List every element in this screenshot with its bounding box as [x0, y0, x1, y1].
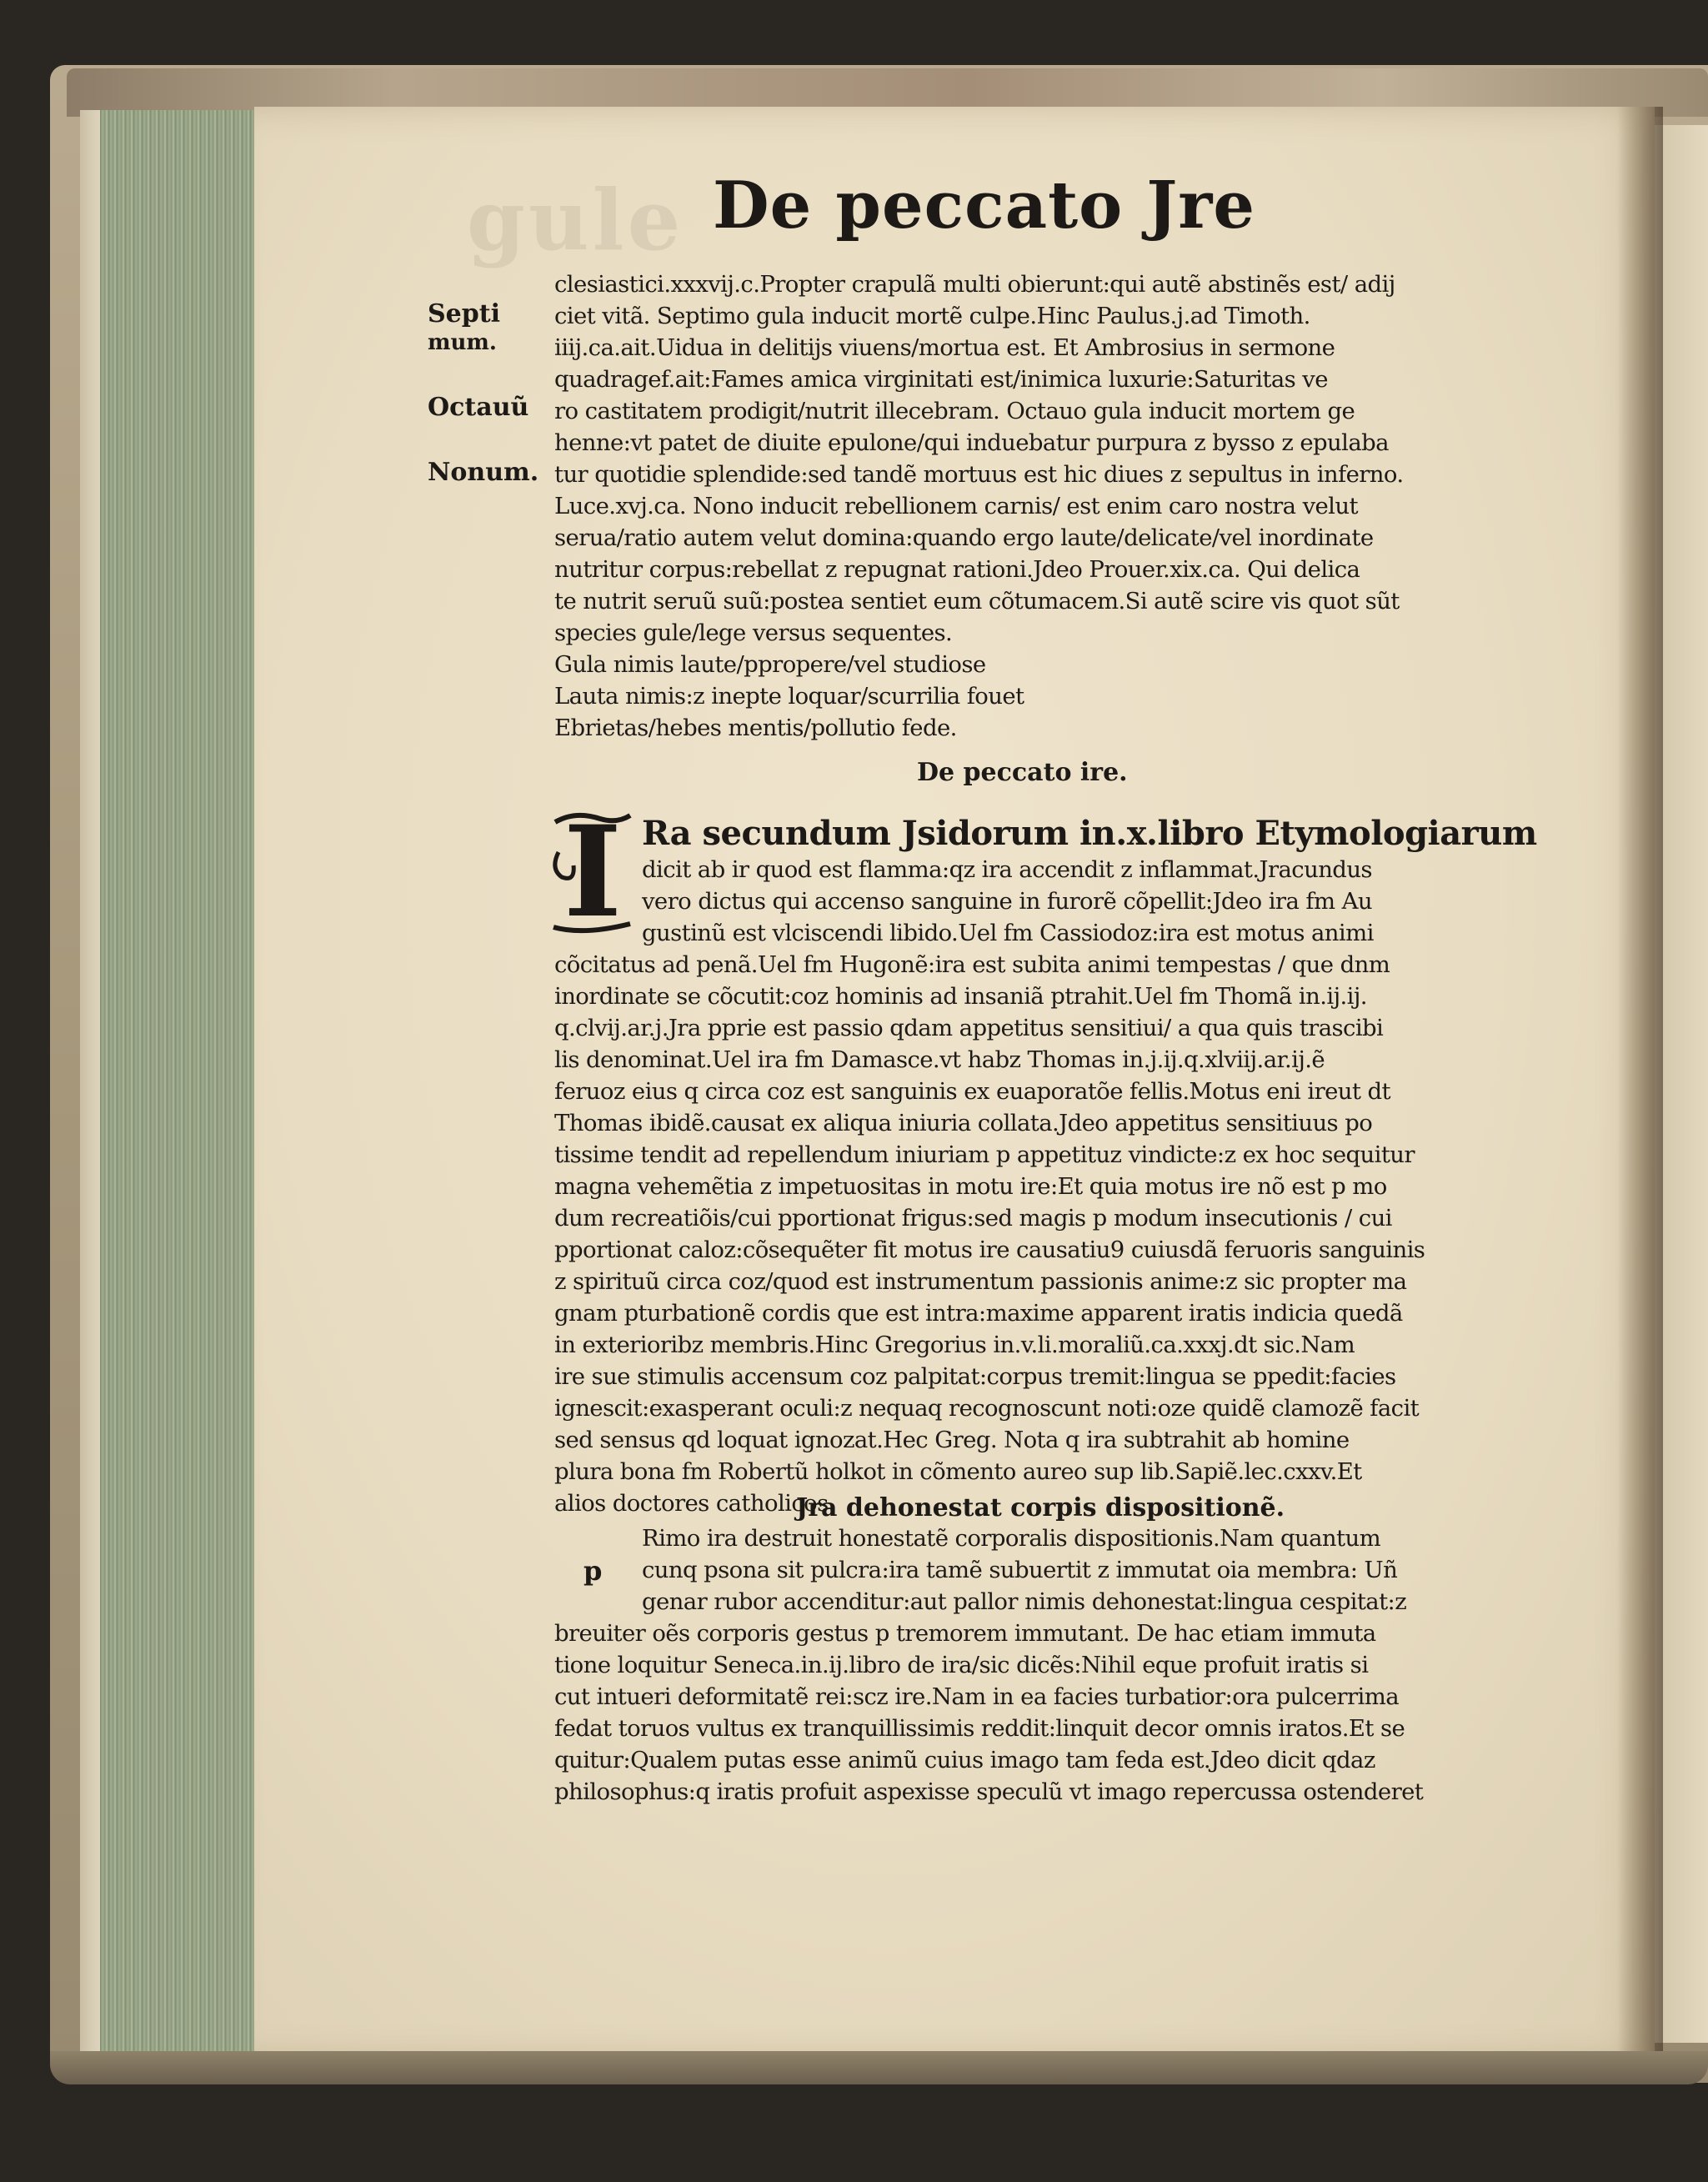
section-first-line: Ra secundum Jsidorum in.x.libro Etymologiarum: [642, 814, 1537, 853]
text-line: cunq psona sit pulcra:ira tamẽ subuertit z immutat oia membra: Uñ: [642, 1557, 1398, 1583]
section-heading-ire: De peccato ire.: [917, 758, 1128, 787]
lombard-initial-p: p: [584, 1555, 603, 1587]
text-line: Rimo ira destruit honestatẽ corporalis dispositionis.Nam quantum: [642, 1525, 1381, 1552]
bleed-through-heading: gule: [467, 171, 684, 269]
verse-line: Gula nimis laute/ppropere/vel studiose: [554, 651, 986, 678]
page-title: De peccato Jre: [713, 168, 1255, 243]
text-line: z spirituũ circa coz/quod est instrumentum passionis anime:z sic propter ma: [554, 1268, 1407, 1295]
text-line: ciet vitã. Septimo gula inducit mortẽ culpe.Hinc Paulus.j.ad Timoth.: [554, 303, 1310, 329]
text-line: dicit ab ir quod est flamma:qz ira accendit z inflammat.Jracundus: [642, 856, 1372, 883]
text-line: cõcitatus ad penã.Uel fm Hugonẽ:ira est subita animi tempestas / que dnm: [554, 951, 1390, 978]
text-line: alios doctores catholicos.: [554, 1490, 835, 1517]
verse-line: Lauta nimis:z inepte loquar/scurrilia fouet: [554, 683, 1024, 710]
text-line: vero dictus qui accenso sanguine in furorẽ cõpellit:Jdeo ira fm Au: [642, 888, 1372, 915]
text-line: ignescit:exasperant oculi:z nequaq recognoscunt noti:oze quidẽ clamozẽ facit: [554, 1395, 1420, 1422]
text-line: gustinũ est vlciscendi libido.Uel fm Cassiodoz:ira est motus animi: [642, 920, 1374, 946]
drop-cap: [550, 799, 635, 946]
margin-note-mum: mum.: [428, 330, 497, 355]
text-line: philosophus:q iratis profuit aspexisse speculũ vt imago repercussa ostenderet: [554, 1778, 1424, 1805]
text-line: magna vehemẽtia z impetuositas in motu ire:Et quia motus ire nõ est p mo: [554, 1173, 1387, 1200]
text-line: ire sue stimulis accensum coz palpitat:corpus tremit:lingua se ppedit:facies: [554, 1363, 1396, 1390]
text-line: in exterioribz membris.Hinc Gregorius in.v.li.moraliũ.ca.xxxj.dt sic.Nam: [554, 1332, 1355, 1358]
text-line: feruoz eius q circa coz est sanguinis ex euaporatõe fellis.Motus eni ireut dt: [554, 1078, 1390, 1105]
text-line: gnam pturbationẽ cordis que est intra:maxime apparent iratis indicia quedã: [554, 1300, 1403, 1327]
text-line: te nutrit seruũ suũ:postea sentiet eum cõtumacem.Si autẽ scire vis quot sũt: [554, 588, 1400, 614]
text-line: q.clvij.ar.j.Jra pprie est passio qdam appetitus sensitiui/ a qua quis trascibi: [554, 1015, 1384, 1041]
text-line: tur quotidie splendide:sed tandẽ mortuus est hic diues z sepultus in inferno.: [554, 461, 1404, 488]
text-line: sed sensus qd loquat ignozat.Hec Greg. Nota q ira subtrahit ab homine: [554, 1427, 1350, 1453]
text-line: quitur:Qualem putas esse animũ cuius imago tam feda est.Jdeo dicit qdaz: [554, 1747, 1375, 1773]
text-line: quadragef.ait:Fames amica virginitati est/inimica luxurie:Saturitas ve: [554, 366, 1328, 393]
verse-line: Ebrietas/hebes mentis/pollutio fede.: [554, 715, 957, 741]
margin-note-nonum: Nonum.: [428, 458, 539, 487]
text-line: dum recreatiõis/cui pportionat frigus:sed magis p modum insecutionis / cui: [554, 1205, 1392, 1231]
text-line: cut intueri deformitatẽ rei:scz ire.Nam in ea facies turbatior:ora pulcerrima: [554, 1683, 1399, 1710]
text-line: henne:vt patet de diuite epulone/qui induebatur purpura z bysso z epulaba: [554, 429, 1389, 456]
margin-note-octauum: Octauũ: [428, 393, 529, 422]
text-line: breuiter oẽs corporis gestus p tremorem immutant. De hac etiam immuta: [554, 1620, 1376, 1647]
text-line: tione loquitur Seneca.in.ij.libro de ira/sic dicẽs:Nihil eque profuit iratis si: [554, 1652, 1369, 1678]
text-line: pportionat caloz:cõsequẽter fit motus ire causatiu9 cuiusdã feruoris sanguinis: [554, 1236, 1425, 1263]
text-line: species gule/lege versus sequentes.: [554, 619, 953, 646]
text-line: Luce.xvj.ca. Nono inducit rebellionem carnis/ est enim caro nostra velut: [554, 493, 1358, 519]
section-heading-dehonestat: Jra dehonestat corpis dispositionẽ.: [796, 1493, 1285, 1522]
text-line: nutritur corpus:rebellat z repugnat rationi.Jdeo Prouer.xix.ca. Qui delica: [554, 556, 1360, 583]
text-line: Thomas ibidẽ.causat ex aliqua iniuria collata.Jdeo appetitus sensitiuus po: [554, 1110, 1373, 1136]
drop-cap-letter: I: [563, 799, 623, 946]
margin-note-septi: Septi: [428, 299, 500, 329]
text-line: fedat toruos vultus ex tranquillissimis reddit:linquit decor omnis iratos.Et se: [554, 1715, 1405, 1742]
text-line: iiij.ca.ait.Uidua in delitijs viuens/mortua est. Et Ambrosius in sermone: [554, 334, 1335, 361]
text-line: lis denominat.Uel ira fm Damasce.vt habz Thomas in.j.ij.q.xlviij.ar.ij.ẽ: [554, 1046, 1325, 1073]
text-line: ro castitatem prodigit/nutrit illecebram. Octauo gula inducit mortem ge: [554, 398, 1355, 424]
text-line: clesiastici.xxxvij.c.Propter crapulã multi obierunt:qui autẽ abstinẽs est/ adij: [554, 271, 1395, 298]
text-line: inordinate se cõcutit:coz hominis ad insaniã ptrahit.Uel fm Thomã in.ij.ij.: [554, 983, 1367, 1010]
text-line: plura bona fm Robertũ holkot in cõmento aureo sup lib.Sapiẽ.lec.cxxv.Et: [554, 1458, 1362, 1485]
text-line: serua/ratio autem velut domina:quando ergo laute/delicate/vel inordinate: [554, 524, 1374, 551]
text-line: tissime tendit ad repellendum iniuriam p appetituz vindicte:z ex hoc sequitur: [554, 1141, 1415, 1168]
text-line: genar rubor accenditur:aut pallor nimis dehonestat:lingua cespitat:z: [642, 1588, 1407, 1615]
